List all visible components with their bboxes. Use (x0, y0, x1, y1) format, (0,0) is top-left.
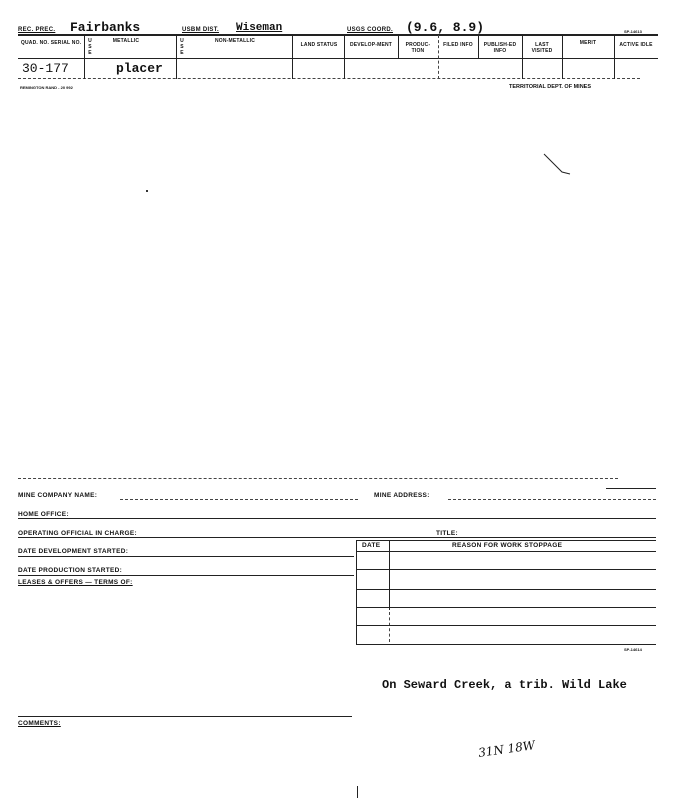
col-sep (292, 35, 293, 79)
metallic-value: placer (116, 61, 163, 76)
col-sep (522, 35, 523, 79)
stoppage-header-rule (356, 551, 656, 552)
date-production-line (18, 575, 354, 576)
stoppage-bottom-rule (356, 644, 656, 645)
territorial-dept: TERRITORIAL DEPT. OF MINES (509, 84, 591, 90)
usgs-dist-value: Wiseman (236, 22, 283, 34)
col-sep (344, 35, 345, 79)
leases-label: LEASES & OFFERS — TERMS OF: (18, 579, 133, 586)
col-metallic: METALLIC (112, 38, 140, 44)
stoppage-left-border (356, 540, 357, 644)
stoppage-row-rule (356, 607, 656, 608)
col-sep (562, 35, 563, 79)
col-production: PRODUC-TION (405, 42, 431, 54)
col-sep (614, 35, 615, 79)
date-development-label: DATE DEVELOPMENT STARTED: (18, 548, 129, 555)
col-active-idle: ACTIVE IDLE (619, 42, 653, 48)
usgs-coord-label: USGS COORD. (347, 27, 393, 33)
stoppage-date-sep-lower (389, 612, 390, 642)
col-filed-info: FILED INFO (443, 42, 473, 48)
form-number-2: SP-14614 (624, 647, 642, 652)
usgs-coord-value: (9.6, 8.9) (406, 20, 485, 35)
form-number: SP-14613 (624, 29, 642, 34)
mine-address-line (448, 499, 656, 500)
rec-prec-value: Fairbanks (70, 20, 141, 35)
operating-official-label: OPERATING OFFICIAL IN CHARGE: (18, 530, 137, 537)
col-use-1: U S E (88, 38, 92, 56)
col-published-info: PUBLISH-ED INFO (483, 42, 517, 54)
bottom-stray-mark (357, 786, 358, 798)
lower-top-rule-right (606, 488, 656, 489)
date-development-line (18, 556, 354, 557)
stoppage-row-rule (356, 569, 656, 570)
printer-mark: REMINGTON RAND - 20 992 (20, 85, 73, 90)
stray-dot (146, 190, 148, 192)
home-office-line (18, 518, 656, 519)
mine-company-label: MINE COMPANY NAME: (18, 492, 98, 499)
col-sep (438, 35, 439, 79)
mine-address-label: MINE ADDRESS: (374, 492, 430, 499)
stoppage-row-rule (356, 589, 656, 590)
comments-rule (18, 716, 352, 717)
col-serial: SERIAL NO. (50, 40, 82, 46)
col-sep (478, 35, 479, 59)
handwritten-note: 31N 18W (477, 738, 536, 760)
quad-serial-value: 30-177 (22, 61, 69, 76)
title-label: TITLE: (436, 530, 459, 537)
col-merit: MERIT (579, 40, 597, 46)
date-production-label: DATE PRODUCTION STARTED: (18, 567, 123, 574)
col-use-2: U S E (180, 38, 184, 56)
lower-top-rule (18, 478, 618, 479)
stoppage-top-rule (356, 540, 656, 541)
col-development: DEVELOP-MENT (349, 42, 393, 48)
col-nonmetallic: NON-METALLIC (214, 38, 256, 44)
official-line (18, 537, 656, 538)
mine-company-line (120, 499, 358, 500)
home-office-label: HOME OFFICE: (18, 511, 69, 518)
row-rule (18, 78, 640, 79)
col-sep (84, 35, 85, 79)
location-note: On Seward Creek, a trib. Wild Lake (382, 678, 627, 692)
comments-label: COMMENTS: (18, 720, 61, 727)
col-land-status: LAND STATUS (300, 42, 338, 48)
stoppage-date-header: DATE (362, 542, 381, 549)
rec-prec-label: REC. PREC. (18, 27, 56, 33)
col-sep (176, 35, 177, 79)
col-quad: QUAD. NO. (20, 40, 50, 46)
usgs-dist-label: USBM DIST. (182, 27, 220, 33)
stoppage-reason-header: REASON FOR WORK STOPPAGE (452, 542, 563, 549)
stoppage-row-rule (356, 625, 656, 626)
col-sep (398, 35, 399, 59)
col-last-visited: LAST VISITED (531, 42, 553, 54)
stray-pen-mark (540, 150, 574, 178)
